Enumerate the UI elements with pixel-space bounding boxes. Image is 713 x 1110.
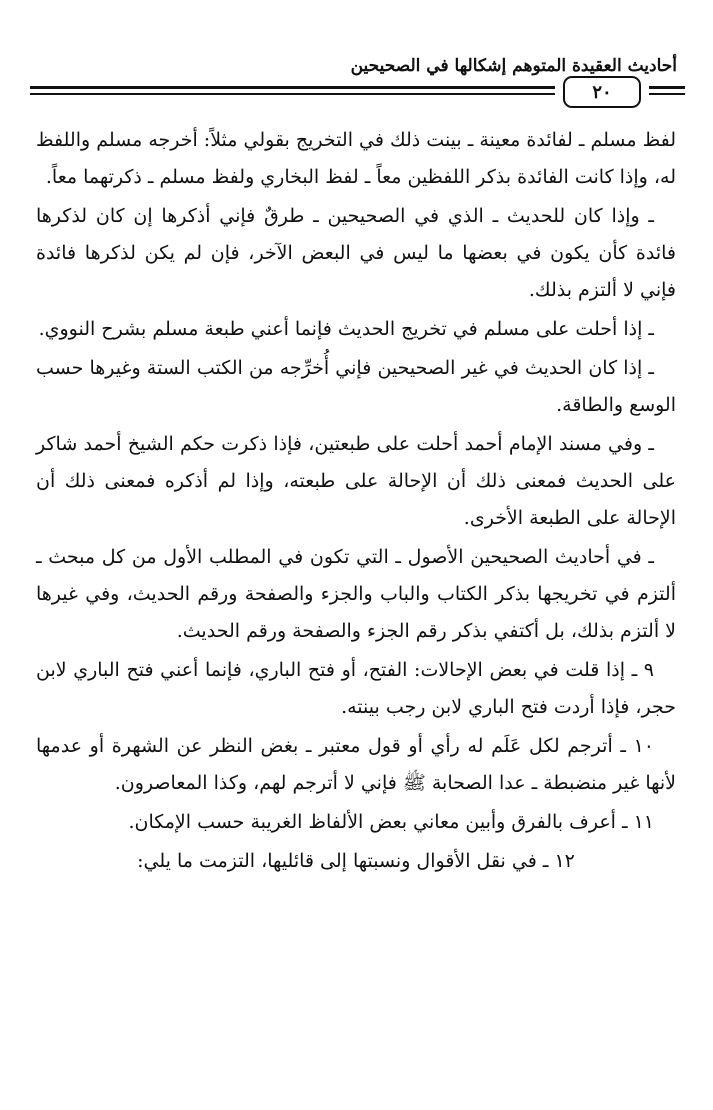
body-text	[36, 122, 676, 882]
paragraph: ٩ ـ إذا قلت في بعض الإحالات: الفتح، أو فتح الباري، فإنما أعني فتح الباري لابن حجر، فإذا أردت فتح الباري لابن رجب بينته.	[36, 659, 676, 718]
paragraph: ـ إذا كان الحديث في غير الصحيحين فإني أُخرِّجه من الكتب الستة وغيرها حسب الوسع والطاقة.	[36, 357, 676, 416]
paragraph: ـ إذا أحلت على مسلم في تخريج الحديث فإنما أعني طبعة مسلم بشرح النووي.	[38, 318, 654, 340]
header-rule-short-thin	[649, 94, 685, 95]
running-title: أحاديث العقيدة المتوهم إشكالها في الصحيحين	[350, 56, 677, 76]
page-number: ٢٠	[563, 76, 641, 108]
paragraph: ١٢ ـ في نقل الأقوال ونسبتها إلى قائليها، التزمت ما يلي:	[137, 850, 575, 872]
paragraph: ـ في أحاديث الصحيحين الأصول ـ التي تكون في المطلب الأول من كل مبحث ـ ألتزم في تخريجها بذكر الكتاب والباب والجزء والصفحة ورقم الحديث، وفي غيرها لا ألتزم بذلك، بل أكتفي بذكر رقم الجزء والصفحة ورقم الحديث.	[36, 546, 676, 642]
paragraph: ـ وفي مسند الإمام أحمد أحلت على طبعتين، فإذا ذكرت حكم الشيخ أحمد شاكر على الحديث فمعنى ذلك أن الإحالة على طبعته، وإذا لم أذكره فمعنى ذلك أن الإحالة على الطبعة الأخرى.	[36, 433, 676, 529]
page-header	[30, 56, 685, 116]
paragraph: ـ وإذا كان للحديث ـ الذي في الصحيحين ـ طرقٌ فإني أذكرها إن كان لذكرها فائدة كأن يكون في بعضها ما ليس في البعض الآخر، فإن لم يكن لذكرها فائدة فإني لا ألتزم بذلك.	[36, 205, 676, 301]
paragraph: لفظ مسلم ـ لفائدة معينة ـ بينت ذلك في التخريج بقولي مثلاً: أخرجه مسلم واللفظ له، وإذا كانت الفائدة بذكر اللفظين معاً ـ لفظ البخاري ولفظ مسلم ـ ذكرتهما معاً.	[36, 129, 676, 188]
header-rule-short	[649, 86, 685, 94]
header-rule	[30, 86, 555, 94]
paragraph: ١١ ـ أعرف بالفرق وأبين معاني بعض الألفاظ الغريبة حسب الإمكان.	[128, 811, 654, 833]
header-rule-thin	[30, 94, 555, 95]
paragraph: ١٠ ـ أترجم لكل عَلَم له رأي أو قول معتبر ـ بغض النظر عن الشهرة أو عدمها لأنها غير منضبطة ـ عدا الصحابة ﷺ فإني لا أترجم لهم، وكذا المعاصرون.	[36, 735, 676, 794]
